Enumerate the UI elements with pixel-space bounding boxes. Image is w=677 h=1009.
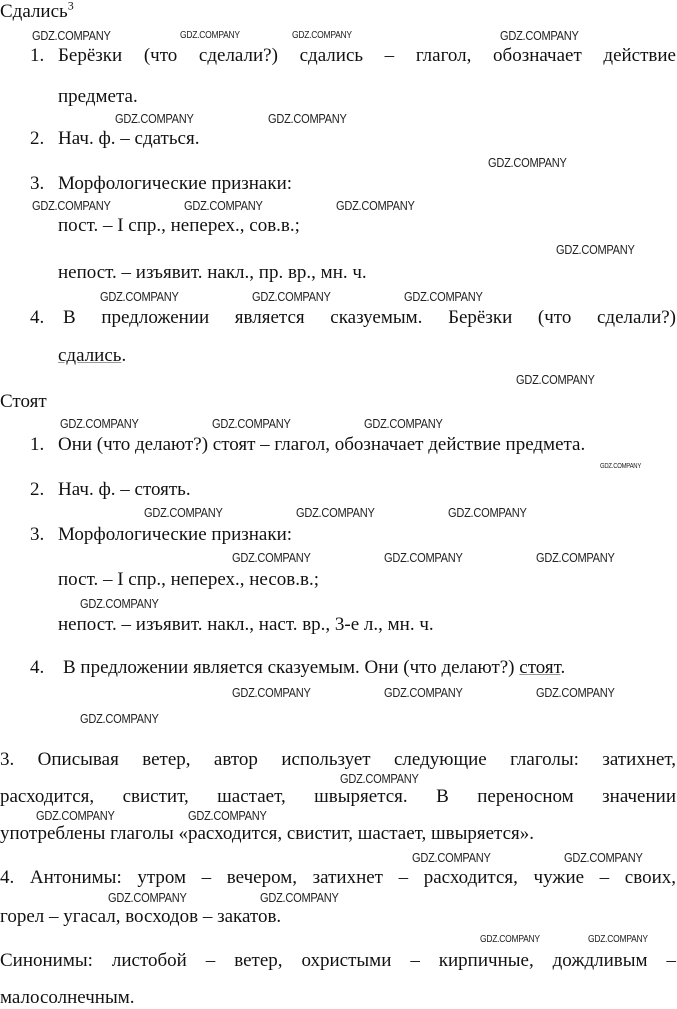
watermark: GDZ.COMPANY <box>260 890 339 905</box>
watermark: GDZ.COMPANY <box>252 289 331 304</box>
item-text: непост. – изъявит. накл., пр. вр., мн. ч. <box>58 262 367 283</box>
para-line: расходится, свистит, шастает, швыряется. В переносном значении <box>0 786 676 807</box>
watermark: GDZ.COMPANY <box>564 850 643 865</box>
watermark: GDZ.COMPANY <box>536 550 615 565</box>
item-number: 3. <box>30 524 45 545</box>
watermark: GDZ.COMPANY <box>232 685 311 700</box>
watermark: GDZ.COMPANY <box>184 198 263 213</box>
watermark: GDZ.COMPANY <box>488 155 567 170</box>
watermark: GDZ.COMPANY <box>412 850 491 865</box>
underlined-word: стоят <box>519 657 561 678</box>
watermark: GDZ.COMPANY <box>115 111 194 126</box>
para-line: Синонимы: листобой – ветер, охристыми – кирпичные, дождливым – <box>0 950 676 971</box>
item-number: 1. <box>30 434 45 455</box>
item-text: Они (что делают?) стоят – глагол, обозначает действие предмета. <box>58 434 586 455</box>
item-text: предмета. <box>58 86 138 107</box>
watermark: GDZ.COMPANY <box>232 550 311 565</box>
watermark: GDZ.COMPANY <box>448 505 527 520</box>
item-text: Нач. ф. – стоять. <box>58 479 191 500</box>
watermark: GDZ.COMPANY <box>404 289 483 304</box>
watermark: GDZ.COMPANY <box>80 596 159 611</box>
watermark: GDZ.COMPANY <box>108 890 187 905</box>
para-line: 4. Антонимы: утром – вечером, затихнет – расходится, чужие – своих, <box>0 867 676 888</box>
para-line: употреблены глаголы «расходится, свистит, шастает, швыряется». <box>0 823 534 844</box>
item-text: пост. – I спр., неперех., несов.в.; <box>58 569 319 590</box>
item-text <box>58 345 126 367</box>
underlined-word: сдались <box>58 345 122 366</box>
section-title: Стоят <box>0 391 47 412</box>
watermark: GDZ.COMPANY <box>384 550 463 565</box>
item-text: В предложении является сказуемым. Берёзки (что сделали?) <box>63 307 676 328</box>
item-text <box>63 657 565 679</box>
item-text: Нач. ф. – сдаться. <box>58 128 200 149</box>
punct: . <box>560 657 566 678</box>
watermark: GDZ.COMPANY <box>292 30 352 41</box>
watermark: GDZ.COMPANY <box>384 685 463 700</box>
item-number: 1. <box>30 45 45 66</box>
para-line: малосолнечным. <box>0 987 135 1008</box>
watermark: GDZ.COMPANY <box>32 28 111 43</box>
section-title <box>0 1 74 23</box>
watermark: GDZ.COMPANY <box>100 289 179 304</box>
watermark: GDZ.COMPANY <box>296 505 375 520</box>
watermark: GDZ.COMPANY <box>60 416 139 431</box>
watermark: GDZ.COMPANY <box>268 111 347 126</box>
item-text: Морфологические признаки: <box>58 524 293 545</box>
item-number: 4. <box>30 657 45 678</box>
item-number: 3. <box>30 173 45 194</box>
watermark: GDZ.COMPANY <box>500 28 579 43</box>
watermark: GDZ.COMPANY <box>600 463 642 470</box>
para-line: 3. Описывая ветер, автор использует следующие глаголы: затихнет, <box>0 749 676 770</box>
watermark: GDZ.COMPANY <box>480 934 540 945</box>
watermark: GDZ.COMPANY <box>536 685 615 700</box>
watermark: GDZ.COMPANY <box>212 416 291 431</box>
watermark: GDZ.COMPANY <box>32 198 111 213</box>
para-line: горел – угасал, восходов – закатов. <box>0 906 282 927</box>
watermark: GDZ.COMPANY <box>144 505 223 520</box>
item-number: 2. <box>30 128 45 149</box>
item-number: 4. <box>30 307 45 328</box>
watermark: GDZ.COMPANY <box>336 198 415 213</box>
item-text: Морфологические признаки: <box>58 173 293 194</box>
item-text: Берёзки (что сделали?) сдались – глагол, обозначает действие <box>58 45 676 66</box>
item-text: непост. – изъявит. накл., наст. вр., 3-е л., мн. ч. <box>58 614 434 635</box>
watermark: GDZ.COMPANY <box>516 372 595 387</box>
watermark: GDZ.COMPANY <box>180 30 240 41</box>
watermark: GDZ.COMPANY <box>364 416 443 431</box>
watermark: GDZ.COMPANY <box>36 808 115 823</box>
watermark: GDZ.COMPANY <box>188 808 267 823</box>
title-text: Сдались <box>0 1 68 22</box>
watermark: GDZ.COMPANY <box>588 934 648 945</box>
watermark: GDZ.COMPANY <box>556 242 635 257</box>
watermark: GDZ.COMPANY <box>80 711 159 726</box>
footnote-mark: 3 <box>67 0 74 13</box>
text: В предложении является сказуемым. Они (что делают?) <box>63 657 515 678</box>
item-text: пост. – I спр., неперех., сов.в.; <box>58 215 300 236</box>
punct: . <box>121 345 127 366</box>
item-number: 2. <box>30 479 45 500</box>
watermark: GDZ.COMPANY <box>340 771 419 786</box>
